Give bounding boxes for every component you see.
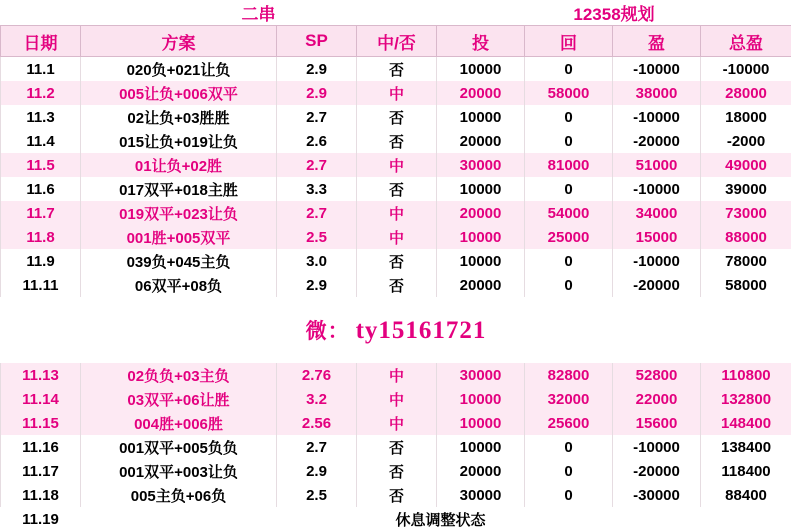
table-row: [1, 153, 791, 177]
row-bet: 10000: [437, 57, 525, 82]
table-row: [1, 459, 791, 483]
row-bet: 10000: [437, 387, 525, 411]
title-blank-left: [1, 0, 81, 26]
row-bet: 10000: [437, 249, 525, 273]
row-return: 81000: [525, 153, 613, 177]
row-total: 18000: [701, 105, 791, 129]
final-row-return: [525, 507, 613, 531]
row-sp: 2.9: [277, 57, 357, 82]
column-header-total: 总盈: [701, 26, 791, 57]
row-profit: -20000: [613, 273, 701, 297]
row-hit: 中: [357, 81, 437, 105]
row-sp: 2.6: [277, 129, 357, 153]
row-hit: 否: [357, 273, 437, 297]
row-total: 39000: [701, 177, 791, 201]
row-total: 58000: [701, 273, 791, 297]
final-row-profit: [613, 507, 701, 531]
row-plan: 015让负+019让负: [81, 129, 277, 153]
row-date: 11.15: [1, 411, 81, 435]
row-plan: 03双平+06让胜: [81, 387, 277, 411]
row-sp: 2.9: [277, 273, 357, 297]
row-sp: 2.7: [277, 201, 357, 225]
row-date: 11.16: [1, 435, 81, 459]
column-header-profit: 盈: [613, 26, 701, 57]
table-body-top: [1, 57, 791, 298]
row-bet: 10000: [437, 105, 525, 129]
row-profit: -10000: [613, 177, 701, 201]
row-date: 11.6: [1, 177, 81, 201]
row-plan: 001双平+005负负: [81, 435, 277, 459]
table-header-row: [1, 26, 791, 57]
table-row: [1, 129, 791, 153]
row-return: 54000: [525, 201, 613, 225]
row-plan: 005让负+006双平: [81, 81, 277, 105]
column-header-return: 回: [525, 26, 613, 57]
row-profit: -10000: [613, 57, 701, 82]
spacer-row: [1, 297, 791, 311]
row-profit: 15600: [613, 411, 701, 435]
table-row: [1, 273, 791, 297]
table-row: [1, 81, 791, 105]
row-bet: 10000: [437, 435, 525, 459]
table-row: [1, 105, 791, 129]
row-total: 28000: [701, 81, 791, 105]
table-row: [1, 483, 791, 507]
row-date: 11.5: [1, 153, 81, 177]
row-total: -10000: [701, 57, 791, 82]
row-sp: 3.0: [277, 249, 357, 273]
row-date: 11.11: [1, 273, 81, 297]
row-hit: 中: [357, 153, 437, 177]
row-return: 0: [525, 273, 613, 297]
watermark-prefix: 微：: [306, 320, 350, 343]
row-profit: 38000: [613, 81, 701, 105]
watermark-cell: [1, 311, 791, 349]
watermark-row: [1, 311, 791, 349]
final-row-date: 11.19: [1, 507, 81, 531]
row-hit: 否: [357, 57, 437, 82]
row-bet: 20000: [437, 273, 525, 297]
row-sp: 2.9: [277, 81, 357, 105]
row-profit: 22000: [613, 387, 701, 411]
row-hit: 否: [357, 483, 437, 507]
right-title: 12358规划: [437, 0, 791, 26]
row-total: 49000: [701, 153, 791, 177]
row-total: 148400: [701, 411, 791, 435]
row-total: 138400: [701, 435, 791, 459]
row-total: 132800: [701, 387, 791, 411]
row-profit: 15000: [613, 225, 701, 249]
row-plan: 039负+045主负: [81, 249, 277, 273]
column-header-plan: 方案: [81, 26, 277, 57]
row-profit: 51000: [613, 153, 701, 177]
row-sp: 2.7: [277, 105, 357, 129]
final-row-total: [701, 507, 791, 531]
column-header-hit: 中/否: [357, 26, 437, 57]
row-hit: 中: [357, 387, 437, 411]
row-plan: 004胜+006胜: [81, 411, 277, 435]
watermark-code: ty15161721: [356, 317, 487, 344]
row-plan: 06双平+08负: [81, 273, 277, 297]
row-sp: 2.7: [277, 435, 357, 459]
table-body-final: [1, 507, 791, 531]
table-row: [1, 435, 791, 459]
row-total: -2000: [701, 129, 791, 153]
watermark-text: [1, 315, 791, 345]
row-date: 11.8: [1, 225, 81, 249]
row-bet: 30000: [437, 363, 525, 387]
table-body-watermark: [1, 297, 791, 363]
table-row: [1, 363, 791, 387]
row-sp: 2.5: [277, 483, 357, 507]
row-bet: 20000: [437, 81, 525, 105]
row-plan: 001双平+003让负: [81, 459, 277, 483]
row-hit: 否: [357, 129, 437, 153]
row-hit: 中: [357, 225, 437, 249]
row-return: 32000: [525, 387, 613, 411]
table-row: [1, 387, 791, 411]
row-hit: 否: [357, 249, 437, 273]
row-date: 11.4: [1, 129, 81, 153]
column-header-date: 日期: [1, 26, 81, 57]
row-hit: 否: [357, 105, 437, 129]
title-row: [1, 0, 791, 26]
row-sp: 2.56: [277, 411, 357, 435]
row-hit: 否: [357, 435, 437, 459]
row-total: 118400: [701, 459, 791, 483]
row-plan: 020负+021让负: [81, 57, 277, 82]
row-return: 82800: [525, 363, 613, 387]
row-total: 110800: [701, 363, 791, 387]
row-return: 0: [525, 249, 613, 273]
spacer-row-2: [1, 349, 791, 363]
row-profit: 52800: [613, 363, 701, 387]
row-return: 0: [525, 483, 613, 507]
final-row-plan: [81, 507, 277, 531]
row-hit: 中: [357, 411, 437, 435]
final-row-sp: [277, 507, 357, 531]
row-hit: 中: [357, 201, 437, 225]
row-bet: 30000: [437, 483, 525, 507]
row-date: 11.2: [1, 81, 81, 105]
row-date: 11.3: [1, 105, 81, 129]
row-total: 73000: [701, 201, 791, 225]
row-return: 0: [525, 177, 613, 201]
row-sp: 2.7: [277, 153, 357, 177]
row-plan: 02负负+03主负: [81, 363, 277, 387]
table-row: [1, 411, 791, 435]
row-plan: 001胜+005双平: [81, 225, 277, 249]
row-return: 58000: [525, 81, 613, 105]
row-total: 88000: [701, 225, 791, 249]
row-bet: 20000: [437, 129, 525, 153]
row-profit: -20000: [613, 459, 701, 483]
table-row: [1, 177, 791, 201]
row-total: 78000: [701, 249, 791, 273]
table-row: [1, 249, 791, 273]
row-date: 11.7: [1, 201, 81, 225]
row-return: 0: [525, 435, 613, 459]
row-sp: 3.3: [277, 177, 357, 201]
row-return: 0: [525, 105, 613, 129]
row-bet: 20000: [437, 459, 525, 483]
row-profit: -30000: [613, 483, 701, 507]
row-sp: 3.2: [277, 387, 357, 411]
row-return: 0: [525, 129, 613, 153]
row-profit: -10000: [613, 435, 701, 459]
row-plan: 01让负+02胜: [81, 153, 277, 177]
row-plan: 005主负+06负: [81, 483, 277, 507]
row-profit: -20000: [613, 129, 701, 153]
row-sp: 2.9: [277, 459, 357, 483]
row-date: 11.9: [1, 249, 81, 273]
row-hit: 否: [357, 459, 437, 483]
row-plan: 02让负+03胜胜: [81, 105, 277, 129]
row-return: 0: [525, 57, 613, 82]
row-bet: 10000: [437, 225, 525, 249]
row-sp: 2.5: [277, 225, 357, 249]
row-return: 25000: [525, 225, 613, 249]
column-header-bet: 投: [437, 26, 525, 57]
column-header-sp: SP: [277, 26, 357, 57]
row-date: 11.17: [1, 459, 81, 483]
table-row: [1, 201, 791, 225]
row-total: 88400: [701, 483, 791, 507]
left-title: 二串: [81, 0, 437, 26]
row-hit: 否: [357, 177, 437, 201]
row-bet: 10000: [437, 177, 525, 201]
row-hit: 中: [357, 363, 437, 387]
row-date: 11.1: [1, 57, 81, 82]
row-date: 11.18: [1, 483, 81, 507]
row-profit: 34000: [613, 201, 701, 225]
row-date: 11.14: [1, 387, 81, 411]
row-sp: 2.76: [277, 363, 357, 387]
status-text: 休息调整状态: [357, 507, 525, 531]
row-return: 0: [525, 459, 613, 483]
table-body-bottom: [1, 363, 791, 507]
row-plan: 019双平+023让负: [81, 201, 277, 225]
table-row: [1, 57, 791, 82]
row-return: 25600: [525, 411, 613, 435]
row-date: 11.13: [1, 363, 81, 387]
row-profit: -10000: [613, 105, 701, 129]
row-bet: 20000: [437, 201, 525, 225]
final-row: [1, 507, 791, 531]
table-row: [1, 225, 791, 249]
row-profit: -10000: [613, 249, 701, 273]
row-plan: 017双平+018主胜: [81, 177, 277, 201]
row-bet: 10000: [437, 411, 525, 435]
row-bet: 30000: [437, 153, 525, 177]
